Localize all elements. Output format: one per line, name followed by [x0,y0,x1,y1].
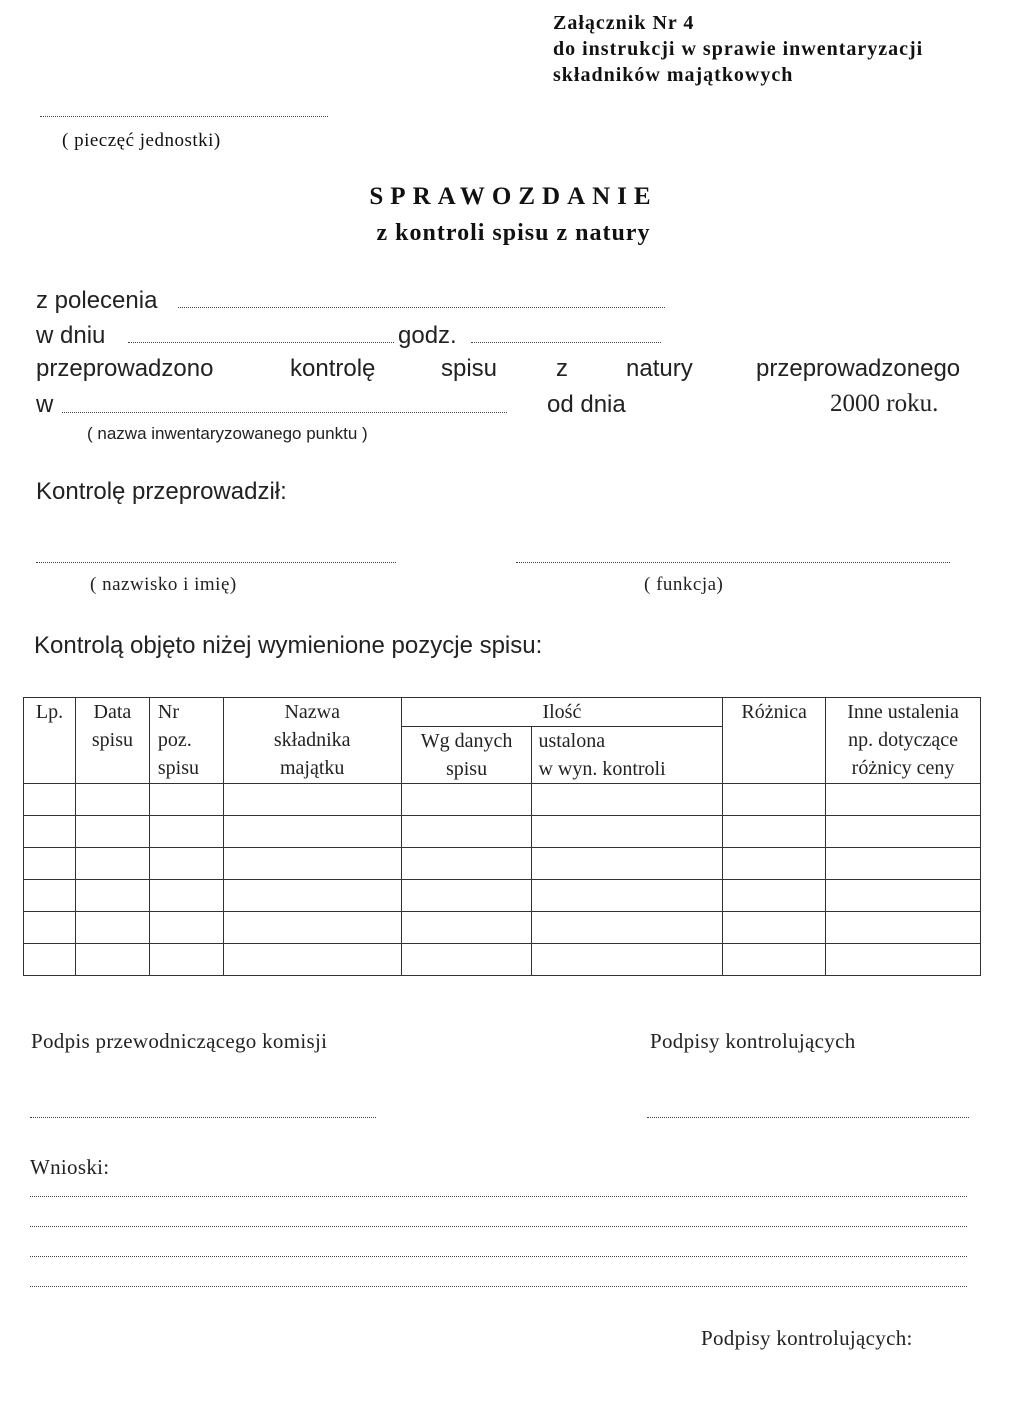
table-row [24,944,981,976]
inspector-function-caption: ( funkcja) [644,574,724,595]
col-header-qty-set-line-2: w wyn. kontroli [538,758,666,780]
annex-header [553,10,923,88]
inspector-heading: Kontrolę przeprowadził: [36,478,287,505]
annex-line-2: do instrukcji w sprawie inwentaryzacji [553,38,924,60]
col-header-other-line-1: Inne ustalenia [847,701,959,723]
col-header-name-line-3: majątku [280,757,345,779]
document-title: SPRAWOZDANIE [369,183,658,210]
inventory-items-table [23,697,981,976]
items-heading: Kontrolą objęto niżej wymienione pozycje spisu: [34,632,543,659]
col-header-other [826,698,981,784]
col-header-date [75,698,149,784]
inspector-function-field[interactable] [516,562,950,563]
table-cell[interactable] [149,880,223,912]
conclusions-line-1[interactable] [30,1196,967,1197]
final-controllers-signature-label: Podpisy kontrolujących: [701,1326,913,1350]
col-header-qty-set [532,727,723,784]
table-cell[interactable] [24,944,76,976]
inventory-point-field[interactable] [62,412,507,413]
col-header-date-line-1: Data [93,701,132,723]
conclusions-line-4[interactable] [30,1286,967,1287]
col-header-difference: Różnica [723,698,826,784]
table-cell[interactable] [149,784,223,816]
table-cell[interactable] [723,784,826,816]
carried-out-word-3: spisu [441,355,498,382]
stamp-field[interactable] [40,116,328,117]
table-cell[interactable] [223,784,401,816]
table-cell[interactable] [149,944,223,976]
table-cell[interactable] [75,784,149,816]
table-row [24,912,981,944]
controllers-signature-label: Podpisy kontrolujących [650,1029,856,1053]
table-cell[interactable] [223,912,401,944]
in-label: w [36,391,54,418]
table-cell[interactable] [223,816,401,848]
col-header-name [223,698,401,784]
chair-signature-label: Podpis przewodniczącego komisji [31,1029,328,1053]
table-cell[interactable] [401,880,532,912]
table-cell[interactable] [532,816,723,848]
hour-field[interactable] [471,342,661,343]
table-cell[interactable] [401,816,532,848]
table-cell[interactable] [532,912,723,944]
table-cell[interactable] [401,944,532,976]
col-header-nr-line-3: spisu [157,757,200,779]
annex-line-1: Załącznik Nr 4 [553,12,695,34]
conclusions-line-3[interactable] [30,1256,967,1257]
table-cell[interactable] [401,912,532,944]
hour-label: godz. [398,322,457,349]
table-row [24,848,981,880]
col-header-qty-set-line-1: ustalona [538,730,606,752]
carried-out-word-2: kontrolę [290,355,376,382]
table-cell[interactable] [826,816,981,848]
stamp-label: ( pieczęć jednostki) [62,130,221,151]
table-row [24,880,981,912]
carried-out-word-1: przeprowadzono [36,355,214,382]
table-cell[interactable] [532,784,723,816]
table-cell[interactable] [826,848,981,880]
col-header-qty-data-line-2: spisu [445,758,488,780]
col-header-qty-data [401,727,532,784]
carried-out-word-5: natury [626,355,693,382]
table-cell[interactable] [723,912,826,944]
table-cell[interactable] [401,848,532,880]
table-cell[interactable] [532,880,723,912]
on-day-field[interactable] [128,342,394,343]
col-header-name-line-1: Nazwa [284,701,340,723]
col-header-nr [149,698,223,784]
chair-signature-field[interactable] [30,1117,376,1118]
col-header-nr-line-2: poz. [157,729,192,751]
by-order-field[interactable] [178,307,665,308]
from-day-label: od dnia [547,391,626,418]
col-header-other-line-3: różnicy ceny [851,757,955,779]
col-header-lp: Lp. [24,698,76,784]
table-cell[interactable] [149,816,223,848]
carried-out-word-4: z [556,355,568,382]
annex-line-3: składników majątkowych [553,64,794,86]
table-cell[interactable] [149,912,223,944]
table-cell[interactable] [223,944,401,976]
col-header-nr-line-1: Nr [157,701,179,723]
table-cell[interactable] [75,816,149,848]
by-order-label: z polecenia [36,287,158,314]
table-cell[interactable] [826,944,981,976]
table-cell[interactable] [401,784,532,816]
carried-out-word-6: przeprowadzonego [756,355,961,382]
col-header-quantity: Ilość [401,698,723,727]
inspector-name-field[interactable] [36,562,396,563]
table-cell[interactable] [723,944,826,976]
table-cell[interactable] [723,880,826,912]
table-row [24,784,981,816]
table-cell[interactable] [24,816,76,848]
table-cell[interactable] [723,848,826,880]
table-cell[interactable] [532,944,723,976]
table-cell[interactable] [24,880,76,912]
inspector-name-caption: ( nazwisko i imię) [90,574,237,595]
col-header-other-line-2: np. dotyczące [848,729,959,751]
table-cell[interactable] [826,784,981,816]
inventory-point-caption: ( nazwa inwentaryzowanego punktu ) [87,424,368,443]
table-cell[interactable] [75,848,149,880]
table-cell[interactable] [24,848,76,880]
col-header-qty-data-line-1: Wg danych [420,730,513,752]
col-header-date-line-2: spisu [91,729,133,751]
table-cell[interactable] [75,912,149,944]
table-cell[interactable] [532,848,723,880]
controllers-signature-field[interactable] [647,1117,969,1118]
table-cell[interactable] [24,784,76,816]
conclusions-line-2[interactable] [30,1226,967,1227]
table-cell[interactable] [223,880,401,912]
table-cell[interactable] [723,816,826,848]
table-cell[interactable] [75,880,149,912]
on-day-label: w dniu [36,322,106,349]
table-cell[interactable] [826,912,981,944]
col-header-name-line-2: składnika [273,729,351,751]
table-cell[interactable] [24,912,76,944]
conclusions-label: Wnioski: [30,1155,110,1179]
table-cell[interactable] [826,880,981,912]
document-subtitle: z kontroli spisu z natury [376,220,651,246]
table-cell[interactable] [75,944,149,976]
year-label: 2000 roku. [830,390,939,417]
table-cell[interactable] [149,848,223,880]
table-cell[interactable] [223,848,401,880]
table-row [24,816,981,848]
